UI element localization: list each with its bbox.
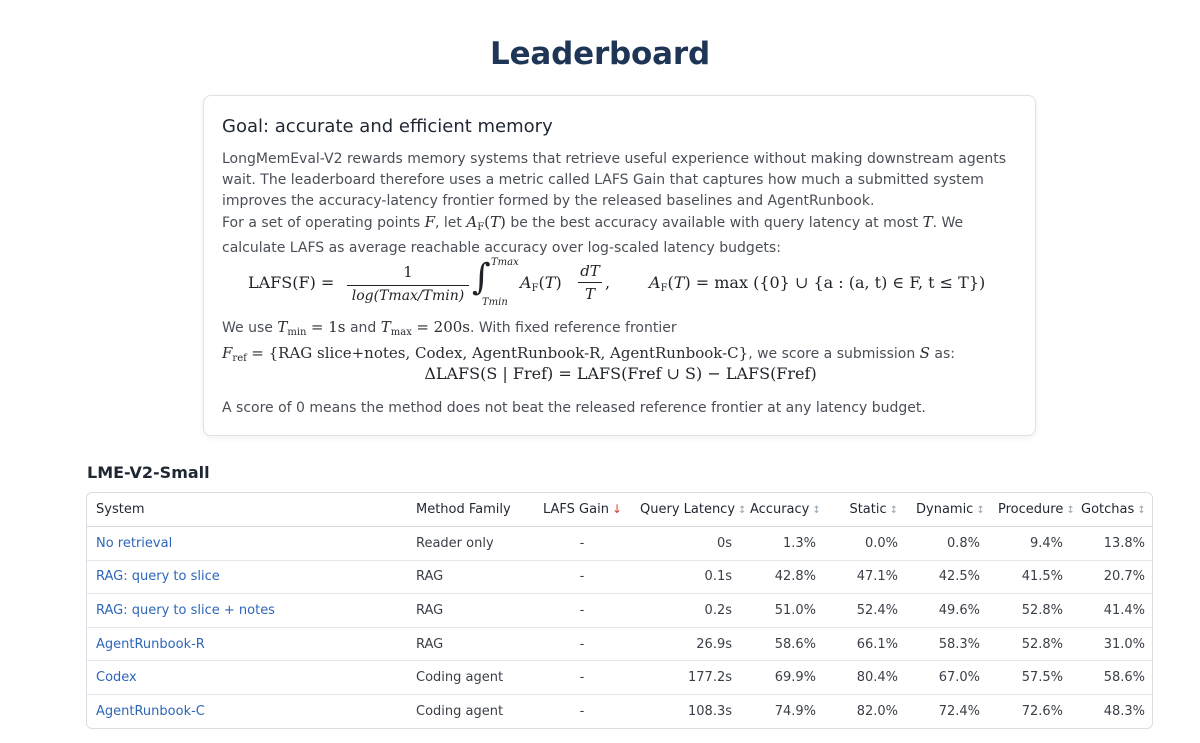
cell-accuracy: 1.3%	[741, 527, 825, 561]
cell-dynamic: 49.6%	[907, 594, 989, 628]
cell-accuracy: 51.0%	[741, 594, 825, 628]
sort-icon: ↕	[889, 505, 898, 517]
p2-text-a: For a set of operating points	[222, 215, 425, 231]
col-header-latency[interactable]: Query Latency ↕	[631, 493, 741, 527]
integrand: $A_F(T)$	[520, 273, 562, 294]
integral-lower: Tmin	[482, 297, 508, 308]
cell-gotchas: 31.0%	[1072, 627, 1153, 661]
goal-paragraph-reference: We use $T_{min} = 1s$ and $T_{max} = 200s$. With fixed reference frontier $F_{ref} = \{RAG$ slice+notes, Codex, AgentRunbook-R, AgentRunbook-C}, we score a submission S as:	[222, 318, 955, 364]
cell-gotchas: 20.7%	[1072, 560, 1153, 594]
sort-icon: ↕	[1066, 505, 1075, 517]
cell-dynamic: 72.4%	[938, 704, 980, 720]
col-header-dynamic[interactable]: Dynamic ↕	[907, 493, 989, 527]
cell-static: 82.0%	[856, 704, 898, 720]
table-row	[87, 695, 1153, 729]
cell-procedure: 52.8%	[989, 594, 1072, 628]
integral-upper: Tmax	[491, 257, 519, 268]
cell-gotchas: 58.6%	[1072, 661, 1153, 695]
sort-desc-icon: ↓	[611, 502, 622, 517]
cell-static: 47.1%	[825, 560, 907, 594]
cell-family: Reader only	[407, 527, 533, 561]
p2-text-d: . We calculate LAFS as average reachable accuracy over log-scaled latency budgets:	[222, 215, 964, 256]
cell-family: Coding agent	[407, 661, 533, 695]
p2-text-b: , let	[435, 215, 467, 231]
cell-family: RAG	[407, 627, 533, 661]
cell-procedure: 72.6%	[1021, 704, 1063, 720]
lafs-fraction: 1 log(Tmax/Tmin)	[347, 263, 469, 304]
cell-procedure: 52.8%	[989, 627, 1072, 661]
cell-gain: -	[533, 627, 631, 661]
cell-latency: 177.2s	[631, 661, 741, 695]
cell-accuracy: 74.9%	[774, 704, 816, 720]
table-row	[87, 594, 1153, 628]
cell-gain: -	[533, 661, 631, 695]
page-title: Leaderboard	[490, 36, 710, 72]
goal-heading: Goal: accurate and efficient memory	[222, 116, 553, 137]
af-definition: $A_F(T) = \max (\{0\}$ ∪ {a : (a, t) ∈ F, t ≤ T})	[649, 273, 986, 294]
leaderboard-table	[86, 492, 1153, 729]
cell-gotchas: 13.8%	[1072, 527, 1153, 561]
cell-gain: -	[533, 560, 631, 594]
cell-latency: 0s	[631, 527, 741, 561]
sort-icon: ↕	[738, 505, 747, 517]
cell-gotchas: 48.3%	[1103, 704, 1145, 720]
table-row	[87, 627, 1153, 661]
system-link[interactable]: RAG: query to slice + notes	[96, 603, 275, 619]
cell-accuracy: 42.8%	[741, 560, 825, 594]
col-header-accuracy[interactable]: Accuracy ↕	[741, 493, 825, 527]
cell-static: 66.1%	[825, 627, 907, 661]
cell-accuracy: 69.9%	[741, 661, 825, 695]
col-header-gotchas[interactable]: Gotchas ↕	[1072, 493, 1153, 527]
col-header-system: System	[87, 493, 407, 527]
cell-family: RAG	[407, 560, 533, 594]
table-header-row	[87, 493, 1153, 527]
math-F: F	[424, 213, 436, 231]
cell-static: 80.4%	[825, 661, 907, 695]
cell-gain: -	[579, 704, 585, 720]
sort-icon: ↕	[1137, 505, 1146, 517]
system-link[interactable]: AgentRunbook-C	[96, 704, 205, 720]
cell-family: Coding agent	[416, 704, 504, 720]
goal-card	[203, 95, 1036, 436]
cell-gain: -	[533, 527, 631, 561]
col-header-static[interactable]: Static ↕	[825, 493, 907, 527]
cell-dynamic: 67.0%	[907, 661, 989, 695]
math-fref-set: = {RAG slice+notes, Codex, AgentRunbook-R, AgentRunbook-C}	[251, 344, 749, 362]
system-link[interactable]: Codex	[96, 670, 137, 686]
lafs-lhs: LAFS(F) =	[248, 273, 335, 292]
goal-paragraph-score-note: A score of 0 means the method does not beat the released reference frontier at any latency budget.	[222, 400, 926, 416]
system-link[interactable]: AgentRunbook-R	[96, 636, 205, 652]
integral-sign: ∫	[472, 257, 491, 298]
col-header-procedure[interactable]: Procedure ↕	[989, 493, 1072, 527]
cell-procedure: 9.4%	[989, 527, 1072, 561]
dt-fraction: dT T	[578, 262, 602, 303]
math-T: T	[922, 213, 933, 231]
cell-latency: 108.3s	[688, 704, 732, 720]
table-row	[87, 661, 1153, 695]
table-row	[87, 560, 1153, 594]
cell-procedure: 57.5%	[989, 661, 1072, 695]
col-header-gain[interactable]: LAFS Gain ↓	[533, 493, 631, 527]
cell-latency: 0.1s	[631, 560, 741, 594]
goal-paragraph-intro: LongMemEval-V2 rewards memory systems that retrieve useful experience without making downstream agents wait. The leaderboard therefore uses a metric called LAFS Gain that captures how much a submitted system improves the accuracy-latency frontier formed by the released baselines and AgentRunbook.	[222, 151, 1007, 209]
cell-latency: 26.9s	[631, 627, 741, 661]
lafs-equation: LAFS(F) = 1 log(Tmax/Tmin) ∫ Tmax Tmin $A_F(T)$ dT T , $A_F(T) = \max (\{0\}$ ∪ {a : (a, t) ∈ F, t ≤ T})	[248, 257, 986, 308]
cell-family: RAG	[407, 594, 533, 628]
cell-latency: 0.2s	[631, 594, 741, 628]
p2-text-c: be the best accuracy available with query latency at most	[505, 215, 923, 231]
cell-accuracy: 58.6%	[741, 627, 825, 661]
cell-static: 52.4%	[825, 594, 907, 628]
section-title: LME-V2-Small	[87, 463, 210, 482]
delta-lafs-equation: ΔLAFS(S | Fref) = LAFS(Fref ∪ S) − LAFS(Fref)	[424, 364, 817, 383]
cell-dynamic: 42.5%	[907, 560, 989, 594]
system-link[interactable]: RAG: query to slice	[96, 569, 220, 585]
system-link[interactable]: No retrieval	[96, 535, 173, 551]
cell-dynamic: 58.3%	[907, 627, 989, 661]
cell-gotchas: 41.4%	[1072, 594, 1153, 628]
table-row	[87, 527, 1153, 561]
cell-gain: -	[533, 594, 631, 628]
sort-icon: ↕	[976, 505, 985, 517]
col-header-family: Method Family	[407, 493, 533, 527]
cell-dynamic: 0.8%	[907, 527, 989, 561]
math-AFT: $A_F(T)$	[466, 213, 506, 233]
cell-static: 0.0%	[825, 527, 907, 561]
goal-paragraph-definition	[222, 212, 1022, 259]
sort-icon: ↕	[812, 505, 821, 517]
cell-procedure: 41.5%	[989, 560, 1072, 594]
